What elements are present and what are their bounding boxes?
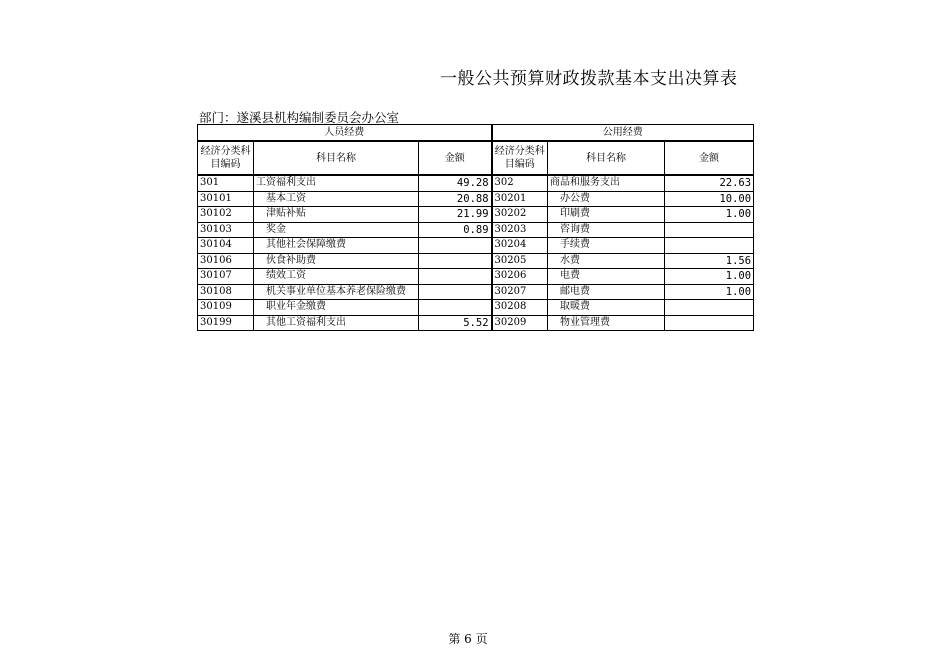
code-cell-left: 30108: [198, 284, 254, 300]
name-cell-left: 职业年金缴费: [254, 300, 419, 316]
amount-cell-right: [665, 222, 754, 238]
code-cell-left: 30106: [198, 253, 254, 269]
name-cell-right: 取暖费: [548, 300, 665, 316]
amount-cell-right: [665, 238, 754, 254]
name-cell-left: 其他社会保障缴费: [254, 238, 419, 254]
name-cell-right: 手续费: [548, 238, 665, 254]
header-code-left: 经济分类科目编码: [198, 141, 254, 175]
code-cell-right: 30208: [492, 300, 548, 316]
header-name-left: 科目名称: [254, 141, 419, 175]
table-row: [198, 269, 754, 285]
table-row: [198, 253, 754, 269]
code-cell-right: 30203: [492, 222, 548, 238]
group-header-personnel: 人员经费: [198, 125, 492, 142]
amount-cell-right: 1.00: [665, 284, 754, 300]
amount-cell-left: [419, 269, 492, 285]
page-number: 第 6 页: [448, 632, 488, 646]
amount-cell-left: 0.89: [419, 222, 492, 238]
name-cell-right: 商品和服务支出: [548, 175, 665, 191]
amount-cell-right: 1.56: [665, 253, 754, 269]
amount-cell-right: [665, 315, 754, 331]
code-cell-left: 30104: [198, 238, 254, 254]
table-row: [198, 300, 754, 316]
code-cell-left: 30109: [198, 300, 254, 316]
table-row: [198, 284, 754, 300]
name-cell-right: 印刷费: [548, 207, 665, 223]
group-header-row: [198, 125, 754, 142]
name-cell-left: 基本工资: [254, 191, 419, 207]
amount-cell-right: 1.00: [665, 269, 754, 285]
code-cell-left: 30103: [198, 222, 254, 238]
amount-cell-right: 1.00: [665, 207, 754, 223]
code-cell-left: 30101: [198, 191, 254, 207]
name-cell-left: 奖金: [254, 222, 419, 238]
name-cell-right: 水费: [548, 253, 665, 269]
header-amount-right: 金额: [665, 141, 754, 175]
table-row: [198, 222, 754, 238]
header-name-right: 科目名称: [548, 141, 665, 175]
group-header-public: 公用经费: [492, 125, 754, 142]
expenditure-table-viewport: [197, 124, 752, 333]
amount-cell-left: 20.88: [419, 191, 492, 207]
amount-cell-left: 21.99: [419, 207, 492, 223]
name-cell-right: 办公费: [548, 191, 665, 207]
code-cell-right: 30205: [492, 253, 548, 269]
code-cell-left: 30199: [198, 315, 254, 331]
amount-cell-left: [419, 284, 492, 300]
name-cell-right: 电费: [548, 269, 665, 285]
name-cell-left: 其他工资福利支出: [254, 315, 419, 331]
code-cell-right: 30209: [492, 315, 548, 331]
amount-cell-left: 49.28: [419, 175, 492, 191]
code-cell-left: 30107: [198, 269, 254, 285]
amount-cell-left: 5.52: [419, 315, 492, 331]
table-row: [198, 175, 754, 191]
name-cell-left: 津贴补贴: [254, 207, 419, 223]
amount-cell-left: [419, 300, 492, 316]
code-cell-right: 30201: [492, 191, 548, 207]
amount-cell-right: 22.63: [665, 175, 754, 191]
name-cell-right: 物业管理费: [548, 315, 665, 331]
page-title: 一般公共预算财政拨款基本支出决算表: [440, 69, 738, 89]
name-cell-left: 绩效工资: [254, 269, 419, 285]
code-cell-left: 30102: [198, 207, 254, 223]
amount-cell-left: [419, 238, 492, 254]
department-label: 部门：遂溪县机构编制委员会办公室: [199, 110, 400, 125]
code-cell-right: 302: [492, 175, 548, 191]
code-cell-right: 30202: [492, 207, 548, 223]
code-cell-right: 30206: [492, 269, 548, 285]
expenditure-table: [197, 124, 754, 331]
code-cell-right: 30204: [492, 238, 548, 254]
column-header-row: [198, 141, 754, 175]
amount-cell-right: [665, 300, 754, 316]
table-row: [198, 238, 754, 254]
name-cell-left: 工资福利支出: [254, 175, 419, 191]
table-row: [198, 191, 754, 207]
code-cell-left: 301: [198, 175, 254, 191]
amount-cell-right: 10.00: [665, 191, 754, 207]
name-cell-right: 邮电费: [548, 284, 665, 300]
table-row: [198, 207, 754, 223]
name-cell-left: 机关事业单位基本养老保险缴费: [254, 284, 419, 300]
header-amount-left: 金额: [419, 141, 492, 175]
name-cell-left: 伙食补助费: [254, 253, 419, 269]
table-row: [198, 315, 754, 331]
amount-cell-left: [419, 253, 492, 269]
name-cell-right: 咨询费: [548, 222, 665, 238]
code-cell-right: 30207: [492, 284, 548, 300]
header-code-right: 经济分类科目编码: [492, 141, 548, 175]
